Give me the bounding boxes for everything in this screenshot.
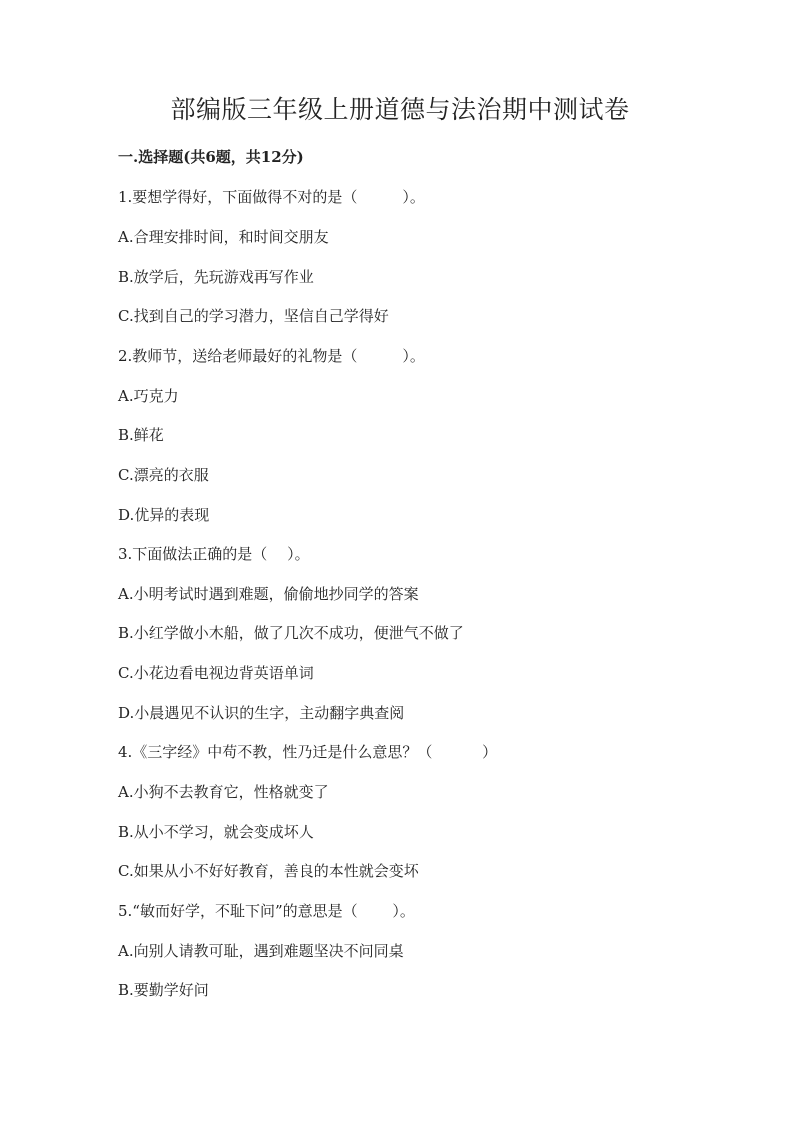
question-5-option-a: A.向别人请教可耻，遇到难题坚决不问同桌 bbox=[118, 942, 404, 960]
question-2-option-d: D.优异的表现 bbox=[118, 506, 210, 524]
question-2-option-a: A.巧克力 bbox=[118, 387, 179, 405]
exam-title: 部编版三年级上册道德与法治期中测试卷 bbox=[170, 95, 630, 124]
question-4-stem: 4.《三字经》中苟不教，性乃迁是什么意思？（ ） bbox=[118, 743, 498, 761]
question-3-option-b: B.小红学做小木船，做了几次不成功，便泄气不做了 bbox=[118, 624, 464, 642]
section-heading: 一.选择题(共6题，共12分) bbox=[118, 148, 304, 166]
question-5-option-b: B.要勤学好问 bbox=[118, 981, 209, 999]
question-1-option-a: A.合理安排时间，和时间交朋友 bbox=[118, 228, 329, 246]
question-5-stem: 5.“敏而好学，不耻下问”的意思是（ ）。 bbox=[118, 902, 415, 920]
question-2-option-c: C.漂亮的衣服 bbox=[118, 466, 209, 484]
question-3-option-a: A.小明考试时遇到难题，偷偷地抄同学的答案 bbox=[118, 585, 419, 603]
question-1-option-b: B.放学后，先玩游戏再写作业 bbox=[118, 268, 314, 286]
question-3-stem: 3.下面做法正确的是（ ）。 bbox=[118, 545, 310, 563]
question-1-option-c: C.找到自己的学习潜力，坚信自己学得好 bbox=[118, 307, 389, 325]
question-3-option-c: C.小花边看电视边背英语单词 bbox=[118, 664, 314, 682]
question-1-stem: 1.要想学得好，下面做得不对的是（ ）。 bbox=[118, 188, 425, 206]
question-3-option-d: D.小晨遇见不认识的生字，主动翻字典查阅 bbox=[118, 704, 405, 722]
question-4-option-b: B.从小不学习，就会变成坏人 bbox=[118, 823, 314, 841]
question-4-option-c: C.如果从小不好好教育，善良的本性就会变坏 bbox=[118, 862, 419, 880]
question-2-option-b: B.鲜花 bbox=[118, 426, 164, 444]
question-4-option-a: A.小狗不去教育它，性格就变了 bbox=[118, 783, 329, 801]
question-2-stem: 2.教师节，送给老师最好的礼物是（ ）。 bbox=[118, 347, 425, 365]
